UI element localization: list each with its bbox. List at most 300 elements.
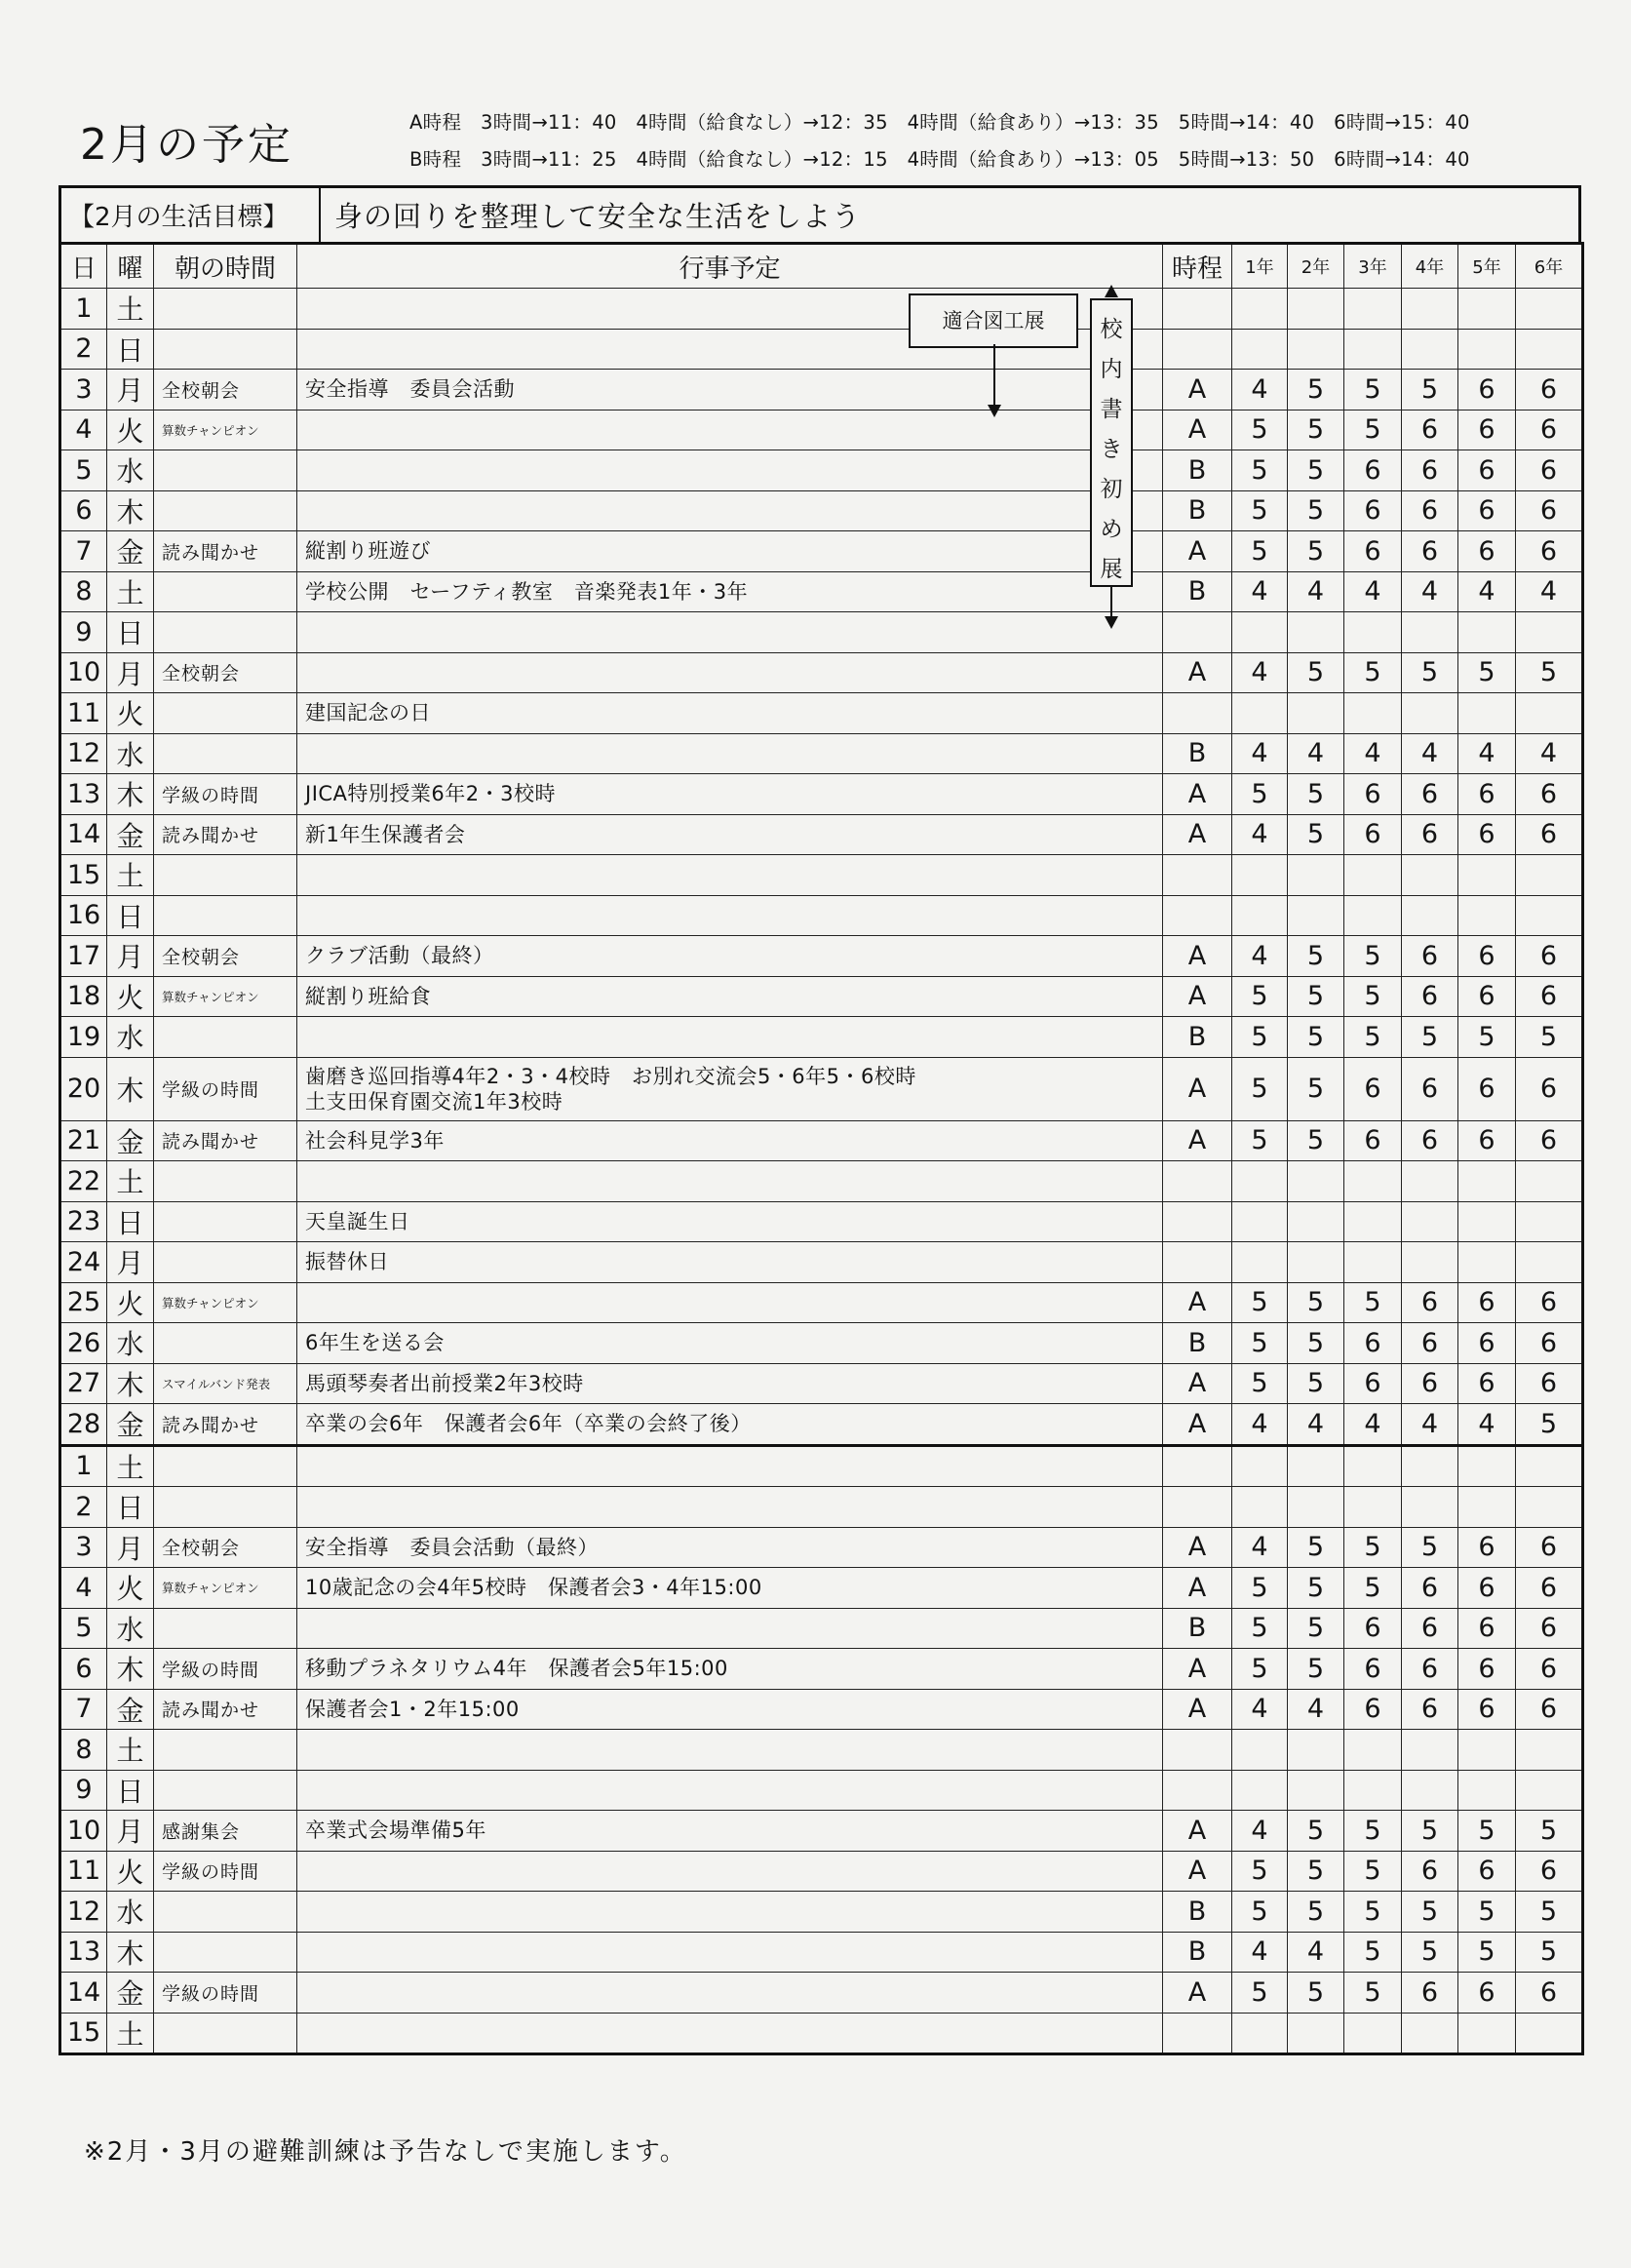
timetable-cell [1163, 855, 1232, 896]
events-cell [297, 1487, 1163, 1528]
callout-calligraphy-char: き [1100, 437, 1123, 462]
event-line: 歯磨き巡回指導4年2・3・4校時 お別れ交流会5・6年5・6校時 [305, 1064, 916, 1088]
morning-cell: 全校朝会 [154, 936, 297, 977]
grade-periods-cell: 6 [1458, 976, 1516, 1017]
morning-cell [154, 1608, 297, 1649]
table-row [60, 976, 1583, 1017]
grade-periods-cell: 6 [1458, 370, 1516, 411]
event-line: 卒業式会場準備5年 [305, 1818, 486, 1843]
events-cell [297, 1649, 1163, 1690]
grade-periods-cell: 6 [1458, 1282, 1516, 1323]
grade-periods-cell: 5 [1516, 1017, 1583, 1058]
grade-periods-cell: 6 [1402, 976, 1458, 1017]
grade-periods-cell: 6 [1402, 1973, 1458, 2014]
table-row [60, 1973, 1583, 2014]
grade-periods-cell [1232, 1161, 1288, 1202]
weekday-cell: 火 [107, 410, 154, 450]
grade-periods-cell: 5 [1344, 976, 1402, 1017]
grade-periods-cell: 5 [1232, 976, 1288, 1017]
grade-periods-cell [1344, 289, 1402, 330]
grade-periods-cell [1402, 855, 1458, 896]
table-row [60, 490, 1583, 531]
table-row [60, 1323, 1583, 1364]
grade-periods-cell [1288, 1487, 1344, 1528]
morning-cell: 全校朝会 [154, 652, 297, 693]
grade-periods-cell: 5 [1516, 1811, 1583, 1852]
timetable-cell: B [1163, 1323, 1232, 1364]
events-cell [297, 1363, 1163, 1404]
day-cell: 10 [60, 1811, 107, 1852]
events-cell [297, 1527, 1163, 1568]
events-cell [297, 1689, 1163, 1730]
events-cell [297, 1242, 1163, 1283]
timetable-cell [1163, 1487, 1232, 1528]
grade-periods-cell [1402, 693, 1458, 734]
grade-periods-cell [1516, 1242, 1583, 1283]
day-cell: 8 [60, 1730, 107, 1771]
morning-cell: スマイルバンド発表 [154, 1363, 297, 1404]
grade-periods-cell [1232, 1730, 1288, 1771]
grade-periods-cell: 6 [1402, 531, 1458, 572]
callout-calligraphy-char: 展 [1100, 557, 1123, 582]
event-line: 縦割り班遊び [305, 539, 431, 564]
grade-periods-cell: 6 [1458, 1363, 1516, 1404]
evacuation-note: ※2月・3月の避難訓練は予告なしで実施します。 [84, 2137, 687, 2167]
timetable-cell: B [1163, 1932, 1232, 1973]
weekday-cell: 水 [107, 1608, 154, 1649]
grade-periods-cell: 5 [1288, 1363, 1344, 1404]
grade-periods-cell: 5 [1344, 1568, 1402, 1609]
events-cell [297, 490, 1163, 531]
morning-cell: 学級の時間 [154, 1973, 297, 2014]
day-cell: 28 [60, 1404, 107, 1446]
timetable-cell [1163, 1242, 1232, 1283]
morning-cell: 算数チャンピオン [154, 976, 297, 1017]
monthly-goal [58, 185, 1581, 242]
timetable-cell: A [1163, 1973, 1232, 2014]
timetable-cell: B [1163, 733, 1232, 774]
grade-periods-cell: 5 [1344, 1527, 1402, 1568]
grade-periods-cell: 6 [1516, 976, 1583, 1017]
day-cell: 20 [60, 1057, 107, 1120]
grade-periods-cell: 5 [1402, 1017, 1458, 1058]
table-row [60, 1017, 1583, 1058]
day-cell: 24 [60, 1242, 107, 1283]
grade-periods-cell: 6 [1344, 1649, 1402, 1690]
grade-periods-cell: 4 [1232, 571, 1288, 612]
morning-cell [154, 1445, 297, 1487]
event-line: 建国記念の日 [305, 701, 431, 725]
grade-periods-cell: 6 [1516, 1282, 1583, 1323]
grade-periods-cell: 6 [1402, 410, 1458, 450]
morning-cell: 読み聞かせ [154, 1404, 297, 1446]
morning-cell: 学級の時間 [154, 1057, 297, 1120]
table-row [60, 1487, 1583, 1528]
day-cell: 5 [60, 450, 107, 491]
grade-periods-cell: 6 [1458, 814, 1516, 855]
grade-periods-cell: 6 [1458, 1973, 1516, 2014]
grade-periods-cell [1288, 2013, 1344, 2054]
grade-periods-cell: 4 [1402, 733, 1458, 774]
grade-periods-cell: 5 [1516, 1932, 1583, 1973]
timetable-cell: B [1163, 571, 1232, 612]
grade-periods-cell: 4 [1232, 1404, 1288, 1446]
events-cell [297, 976, 1163, 1017]
grade-periods-cell: 6 [1516, 1363, 1583, 1404]
grade-periods-cell [1232, 289, 1288, 330]
grade-periods-cell: 6 [1516, 1689, 1583, 1730]
day-cell: 2 [60, 329, 107, 370]
day-cell: 15 [60, 855, 107, 896]
goal-label: 【2月の生活目標】 [61, 188, 321, 242]
events-cell [297, 1282, 1163, 1323]
weekday-cell: 日 [107, 1487, 154, 1528]
grade-periods-cell [1232, 1201, 1288, 1242]
grade-periods-cell: 6 [1458, 1527, 1516, 1568]
grade-periods-cell: 5 [1344, 1851, 1402, 1892]
day-cell: 17 [60, 936, 107, 977]
morning-cell [154, 450, 297, 491]
timetable-cell [1163, 895, 1232, 936]
morning-cell: 算数チャンピオン [154, 1568, 297, 1609]
day-cell: 13 [60, 1932, 107, 1973]
day-cell: 4 [60, 1568, 107, 1609]
day-cell: 9 [60, 612, 107, 653]
grade-periods-cell: 4 [1232, 652, 1288, 693]
event-line: 卒業の会6年 保護者会6年（卒業の会終了後） [305, 1412, 752, 1436]
grade-periods-cell: 5 [1288, 531, 1344, 572]
grade-periods-cell: 4 [1288, 1404, 1344, 1446]
arrow-calligraphy-top [1102, 281, 1121, 300]
morning-cell [154, 1487, 297, 1528]
events-cell [297, 733, 1163, 774]
grade-periods-cell: 6 [1402, 490, 1458, 531]
grade-periods-cell [1458, 289, 1516, 330]
morning-cell [154, 2013, 297, 2054]
grade-periods-cell [1402, 612, 1458, 653]
header-grade-3: 3年 [1344, 244, 1402, 289]
grade-periods-cell [1288, 612, 1344, 653]
grade-periods-cell [1402, 329, 1458, 370]
morning-cell: 全校朝会 [154, 370, 297, 411]
events-cell [297, 1730, 1163, 1771]
grade-periods-cell [1344, 329, 1402, 370]
table-row [60, 1057, 1583, 1120]
weekday-cell: 金 [107, 1120, 154, 1161]
morning-cell [154, 693, 297, 734]
events-cell [297, 652, 1163, 693]
timetable-cell [1163, 1770, 1232, 1811]
grade-periods-cell: 5 [1288, 1057, 1344, 1120]
grade-periods-cell [1516, 289, 1583, 330]
events-cell [297, 1851, 1163, 1892]
day-cell: 26 [60, 1323, 107, 1364]
table-row [60, 1282, 1583, 1323]
weekday-cell: 水 [107, 450, 154, 491]
day-cell: 1 [60, 289, 107, 330]
grade-periods-cell [1232, 1487, 1288, 1528]
header-timetable: 時程 [1163, 244, 1232, 289]
timetable-cell: A [1163, 774, 1232, 815]
timetable-cell: A [1163, 1120, 1232, 1161]
grade-periods-cell [1288, 289, 1344, 330]
day-cell: 14 [60, 814, 107, 855]
grade-periods-cell: 6 [1402, 774, 1458, 815]
grade-periods-cell: 6 [1344, 1608, 1402, 1649]
arrow-art-exhibit [985, 344, 1004, 418]
day-cell: 2 [60, 1487, 107, 1528]
events-cell [297, 2013, 1163, 2054]
event-line: 6年生を送る会 [305, 1331, 445, 1355]
table-row [60, 1404, 1583, 1446]
weekday-cell: 日 [107, 895, 154, 936]
grade-periods-cell [1344, 895, 1402, 936]
grade-periods-cell: 6 [1402, 1568, 1458, 1609]
day-cell: 19 [60, 1017, 107, 1058]
grade-periods-cell [1458, 1161, 1516, 1202]
grade-periods-cell [1402, 1242, 1458, 1283]
timetable-cell [1163, 1201, 1232, 1242]
grade-periods-cell: 6 [1344, 531, 1402, 572]
grade-periods-cell: 6 [1458, 1689, 1516, 1730]
grade-periods-cell [1516, 1201, 1583, 1242]
grade-periods-cell [1232, 1242, 1288, 1283]
grade-periods-cell: 5 [1458, 1932, 1516, 1973]
events-cell [297, 1120, 1163, 1161]
timetable-cell: A [1163, 1404, 1232, 1446]
grade-periods-cell: 5 [1232, 1649, 1288, 1690]
grade-periods-cell: 5 [1232, 1282, 1288, 1323]
grade-periods-cell [1402, 895, 1458, 936]
table-row [60, 531, 1583, 572]
weekday-cell: 木 [107, 1649, 154, 1690]
timetable-cell: B [1163, 1892, 1232, 1933]
event-line: 天皇誕生日 [305, 1209, 410, 1233]
day-cell: 12 [60, 733, 107, 774]
events-cell [297, 1404, 1163, 1446]
goal-text: 身の回りを整理して安全な生活をしよう [334, 200, 862, 233]
table-row [60, 1242, 1583, 1283]
header-weekday: 曜 [107, 244, 154, 289]
grade-periods-cell: 4 [1344, 571, 1402, 612]
grade-periods-cell: 6 [1516, 1527, 1583, 1568]
weekday-cell: 火 [107, 1282, 154, 1323]
timetable-cell: B [1163, 490, 1232, 531]
table-row [60, 410, 1583, 450]
grade-periods-cell: 6 [1344, 450, 1402, 491]
grade-periods-cell [1288, 1242, 1344, 1283]
grade-periods-cell: 6 [1458, 1120, 1516, 1161]
day-cell: 22 [60, 1161, 107, 1202]
timetable-cell: A [1163, 1527, 1232, 1568]
grade-periods-cell: 6 [1516, 450, 1583, 491]
grade-periods-cell: 6 [1402, 1608, 1458, 1649]
callout-calligraphy-char: 初 [1100, 477, 1123, 502]
grade-periods-cell: 5 [1288, 814, 1344, 855]
grade-periods-cell: 6 [1402, 936, 1458, 977]
morning-cell [154, 1730, 297, 1771]
grade-periods-cell: 4 [1288, 1689, 1344, 1730]
grade-periods-cell: 5 [1516, 1404, 1583, 1446]
morning-cell: 学級の時間 [154, 1851, 297, 1892]
grade-periods-cell [1232, 329, 1288, 370]
day-cell: 13 [60, 774, 107, 815]
grade-periods-cell [1288, 1445, 1344, 1487]
grade-periods-cell: 5 [1232, 450, 1288, 491]
events-cell [297, 1770, 1163, 1811]
morning-cell [154, 1201, 297, 1242]
grade-periods-cell: 5 [1232, 1851, 1288, 1892]
table-header [60, 244, 1583, 289]
weekday-cell: 木 [107, 1363, 154, 1404]
grade-periods-cell: 5 [1232, 531, 1288, 572]
schedule-table [58, 242, 1584, 2055]
table-row [60, 855, 1583, 896]
grade-periods-cell: 6 [1402, 1689, 1458, 1730]
grade-periods-cell: 5 [1288, 936, 1344, 977]
table-row [60, 1120, 1583, 1161]
weekday-cell: 火 [107, 693, 154, 734]
day-cell: 3 [60, 370, 107, 411]
grade-periods-cell: 6 [1458, 1057, 1516, 1120]
events-cell [297, 450, 1163, 491]
day-cell: 27 [60, 1363, 107, 1404]
timetable-cell [1163, 329, 1232, 370]
grade-periods-cell [1458, 1201, 1516, 1242]
event-line: 保護者会1・2年15:00 [305, 1697, 520, 1721]
grade-periods-cell: 4 [1516, 733, 1583, 774]
grade-periods-cell [1516, 612, 1583, 653]
grade-periods-cell [1288, 855, 1344, 896]
timetable-cell: A [1163, 1363, 1232, 1404]
grade-periods-cell: 6 [1458, 410, 1516, 450]
callout-calligraphy-char: 校 [1100, 317, 1123, 342]
grade-periods-cell: 5 [1288, 1892, 1344, 1933]
morning-cell [154, 1932, 297, 1973]
grade-periods-cell [1458, 2013, 1516, 2054]
day-cell: 7 [60, 1689, 107, 1730]
grade-periods-cell: 5 [1232, 1323, 1288, 1364]
grade-periods-cell: 5 [1288, 1608, 1344, 1649]
grade-periods-cell: 5 [1288, 450, 1344, 491]
grade-periods-cell [1344, 1487, 1402, 1528]
morning-cell [154, 1242, 297, 1283]
morning-cell: 読み聞かせ [154, 1120, 297, 1161]
table-row [60, 1932, 1583, 1973]
day-cell: 12 [60, 1892, 107, 1933]
timetable-cell: A [1163, 936, 1232, 977]
event-line: JICA特別授業6年2・3校時 [305, 782, 556, 806]
header-morning: 朝の時間 [154, 244, 297, 289]
grade-periods-cell: 5 [1344, 652, 1402, 693]
day-cell: 10 [60, 652, 107, 693]
event-line: 学校公開 セーフティ教室 音楽発表1年・3年 [305, 579, 749, 604]
grade-periods-cell: 5 [1458, 652, 1516, 693]
event-line: 振替休日 [305, 1250, 389, 1274]
callout-calligraphy-char: 書 [1100, 397, 1123, 422]
grade-periods-cell: 5 [1288, 1120, 1344, 1161]
timetable-cell: B [1163, 1608, 1232, 1649]
morning-cell [154, 1770, 297, 1811]
table-row [60, 1363, 1583, 1404]
day-cell: 14 [60, 1973, 107, 2014]
day-cell: 6 [60, 1649, 107, 1690]
timetable-cell: A [1163, 1689, 1232, 1730]
timetable-cell: A [1163, 1057, 1232, 1120]
grade-periods-cell [1344, 1161, 1402, 1202]
timetable-cell: B [1163, 1017, 1232, 1058]
events-cell [297, 612, 1163, 653]
grade-periods-cell: 5 [1458, 1017, 1516, 1058]
events-cell [297, 895, 1163, 936]
table-row [60, 774, 1583, 815]
table-row [60, 1608, 1583, 1649]
grade-periods-cell [1288, 895, 1344, 936]
events-cell [297, 1892, 1163, 1933]
grade-periods-cell: 6 [1516, 370, 1583, 411]
grade-periods-cell: 5 [1232, 1363, 1288, 1404]
table-row [60, 329, 1583, 370]
grade-periods-cell: 5 [1344, 1811, 1402, 1852]
grade-periods-cell: 4 [1402, 1404, 1458, 1446]
schedule-b: B時程 3時間→11：25 4時間（給食なし）→12：15 4時間（給食あり）→13：05 5時間→13：50 6時間→14：40 [409, 148, 1470, 171]
grade-periods-cell: 5 [1232, 490, 1288, 531]
grade-periods-cell [1516, 895, 1583, 936]
grade-periods-cell [1402, 1770, 1458, 1811]
weekday-cell: 月 [107, 652, 154, 693]
grade-periods-cell: 4 [1232, 936, 1288, 977]
grade-periods-cell: 6 [1458, 936, 1516, 977]
grade-periods-cell [1344, 855, 1402, 896]
grade-periods-cell: 4 [1458, 571, 1516, 612]
weekday-cell: 日 [107, 612, 154, 653]
grade-periods-cell: 5 [1232, 1973, 1288, 2014]
callout-calligraphy-char: 内 [1100, 357, 1123, 382]
grade-periods-cell: 5 [1232, 1120, 1288, 1161]
grade-periods-cell: 5 [1288, 490, 1344, 531]
grade-periods-cell [1288, 1161, 1344, 1202]
timetable-cell: A [1163, 1649, 1232, 1690]
day-cell: 3 [60, 1527, 107, 1568]
grade-periods-cell: 6 [1402, 1649, 1458, 1690]
event-line: 移動プラネタリウム4年 保護者会5年15:00 [305, 1657, 728, 1681]
events-cell [297, 936, 1163, 977]
morning-cell [154, 289, 297, 330]
grade-periods-cell: 6 [1344, 814, 1402, 855]
weekday-cell: 金 [107, 1689, 154, 1730]
grade-periods-cell: 5 [1232, 1568, 1288, 1609]
timetable-cell [1163, 289, 1232, 330]
arrow-calligraphy-bottom [1102, 587, 1121, 632]
table-row [60, 895, 1583, 936]
grade-periods-cell: 5 [1344, 1973, 1402, 2014]
header-grade-4: 4年 [1402, 244, 1458, 289]
grade-periods-cell: 5 [1288, 1527, 1344, 1568]
grade-periods-cell: 5 [1288, 774, 1344, 815]
morning-cell: 全校朝会 [154, 1527, 297, 1568]
weekday-cell: 土 [107, 571, 154, 612]
grade-periods-cell: 6 [1516, 774, 1583, 815]
timetable-cell: A [1163, 976, 1232, 1017]
grade-periods-cell: 4 [1288, 1932, 1344, 1973]
grade-periods-cell [1232, 1445, 1288, 1487]
grade-periods-cell [1516, 1730, 1583, 1771]
weekday-cell: 水 [107, 1323, 154, 1364]
grade-periods-cell [1516, 329, 1583, 370]
grade-periods-cell [1458, 895, 1516, 936]
grade-periods-cell [1458, 693, 1516, 734]
weekday-cell: 土 [107, 2013, 154, 2054]
